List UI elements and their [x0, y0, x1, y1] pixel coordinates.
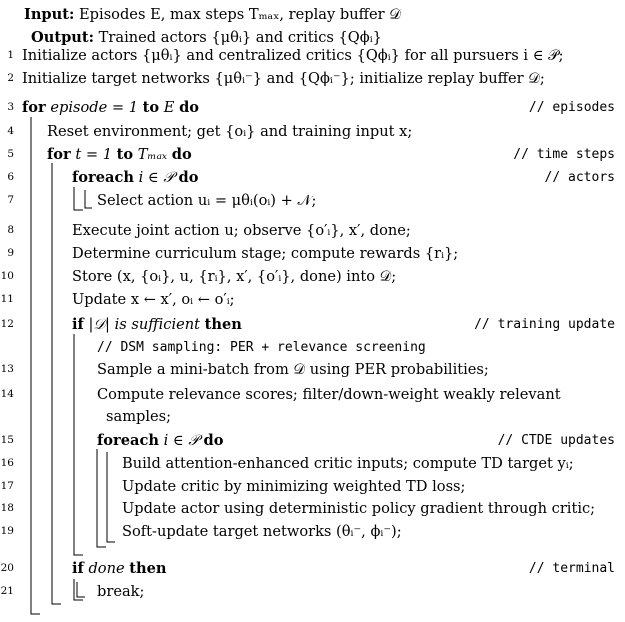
line-comment: // training update — [474, 317, 615, 332]
line-number: 16 — [0, 457, 14, 469]
line-number: 14 — [0, 388, 14, 400]
line-number: 5 — [7, 148, 14, 160]
kw-if: if — [72, 316, 84, 333]
inline-comment: // DSM sampling: PER + relevance screening — [97, 340, 426, 355]
line-text: Determine curriculum stage; compute rewards {rᵢ}; — [72, 245, 459, 262]
algo-line-21 — [0, 580, 625, 603]
line-text: Reset environment; get {oᵢ} and training input x; — [47, 123, 413, 140]
line-text: Initialize target networks {μθᵢ⁻} and {Qϕᵢ⁻}; initialize replay buffer 𝒟; — [22, 70, 545, 87]
line-text: Update actor using deterministic policy gradient through critic; — [122, 500, 596, 517]
algo-line-3 — [0, 96, 625, 119]
algo-line-17 — [0, 475, 625, 498]
line-number: 3 — [7, 101, 14, 113]
algo-line-20 — [0, 557, 625, 580]
algo-line-7 — [0, 189, 625, 212]
line-text: Compute relevance scores; filter/down-weight weakly relevant — [97, 386, 561, 403]
line-number: 18 — [0, 502, 14, 514]
kw-for: for — [47, 146, 71, 163]
line-text: Soft-update target networks (θᵢ⁻, ϕᵢ⁻); — [122, 523, 402, 540]
line-text: Update x ← x′, oᵢ ← o′ᵢ; — [72, 291, 235, 308]
line-number: 11 — [0, 293, 14, 305]
line-comment: // time steps — [513, 147, 615, 162]
line-number: 15 — [0, 434, 14, 446]
kw-foreach: foreach — [97, 432, 159, 449]
algo-line-6 — [0, 166, 625, 189]
loop-bound: E — [159, 99, 180, 116]
algo-line-14 — [0, 383, 625, 406]
kw-to: to — [142, 99, 160, 116]
loop-var: t = 1 — [70, 146, 117, 163]
line-number: 4 — [7, 125, 14, 137]
line-number: 19 — [0, 525, 14, 537]
kw-do: do — [178, 169, 199, 186]
algo-line-13 — [0, 358, 625, 381]
kw-if: if — [72, 560, 84, 577]
condition: |𝒟| is sufficient — [83, 316, 205, 333]
line-text: Store (x, {oᵢ}, u, {rᵢ}, x′, {o′ᵢ}, done) into 𝒟; — [72, 268, 397, 285]
algo-line-9 — [0, 242, 625, 265]
output-text: Trained actors {μθᵢ} and critics {Qϕᵢ} — [98, 29, 382, 46]
line-number: 20 — [0, 562, 14, 574]
algo-line-11 — [0, 288, 625, 311]
kw-for: for — [22, 99, 46, 116]
line-comment: // CTDE updates — [497, 433, 615, 448]
line-text: samples; — [106, 408, 172, 425]
algo-line-dsm-comment — [0, 336, 625, 359]
line-comment: // actors — [544, 170, 615, 185]
kw-do: do — [171, 146, 192, 163]
algo-line-14-cont — [0, 405, 625, 428]
loop-set: i ∈ 𝒫 — [158, 432, 204, 449]
line-text: Select action uᵢ = μθᵢ(oᵢ) + 𝒩; — [97, 192, 317, 209]
algo-line-4 — [0, 120, 625, 143]
algo-line-5 — [0, 143, 625, 166]
line-number: 7 — [7, 194, 14, 206]
loop-var: episode = 1 — [45, 99, 143, 116]
input-keyword: Input: — [24, 6, 75, 23]
kw-to: to — [116, 146, 134, 163]
kw-then: then — [129, 560, 167, 577]
line-text: Execute joint action u; observe {o′ᵢ}, x′, done; — [72, 222, 411, 239]
line-number: 9 — [7, 247, 14, 259]
line-text: Sample a mini-batch from 𝒟 using PER probabilities; — [97, 361, 489, 378]
line-text: Initialize actors {μθᵢ} and centralized critics {Qϕᵢ} for all pursuers i ∈ 𝒫; — [22, 47, 564, 64]
algo-line-1 — [0, 44, 625, 67]
kw-do: do — [179, 99, 200, 116]
algo-line-2 — [0, 67, 625, 90]
line-text: Build attention-enhanced critic inputs; compute TD target yᵢ; — [122, 455, 574, 472]
output-keyword: Output: — [31, 29, 95, 46]
line-text: break; — [97, 583, 145, 600]
algo-line-16 — [0, 452, 625, 475]
line-number: 8 — [7, 224, 14, 236]
line-number: 2 — [7, 72, 14, 84]
algo-line-8 — [0, 219, 625, 242]
line-comment: // terminal — [528, 561, 615, 576]
kw-then: then — [204, 316, 242, 333]
input-text: Episodes E, max steps Tₘₐₓ, replay buffer 𝒟 — [79, 6, 401, 23]
algo-line-10 — [0, 265, 625, 288]
loop-set: i ∈ 𝒫 — [133, 169, 179, 186]
line-text: Update critic by minimizing weighted TD loss; — [122, 478, 466, 495]
algo-line-19 — [0, 520, 625, 543]
kw-foreach: foreach — [72, 169, 134, 186]
kw-do: do — [203, 432, 224, 449]
line-number: 12 — [0, 318, 14, 330]
line-number: 10 — [0, 270, 14, 282]
algo-line-15 — [0, 429, 625, 452]
line-number: 17 — [0, 480, 14, 492]
line-number: 6 — [7, 171, 14, 183]
line-comment: // episodes — [528, 100, 615, 115]
algo-line-12 — [0, 313, 625, 336]
input-line — [0, 3, 625, 26]
loop-bound: Tₘₐₓ — [133, 146, 172, 163]
condition: done — [83, 560, 130, 577]
line-number: 21 — [0, 585, 14, 597]
line-number: 1 — [7, 49, 14, 61]
algo-line-18 — [0, 497, 625, 520]
line-number: 13 — [0, 363, 14, 375]
